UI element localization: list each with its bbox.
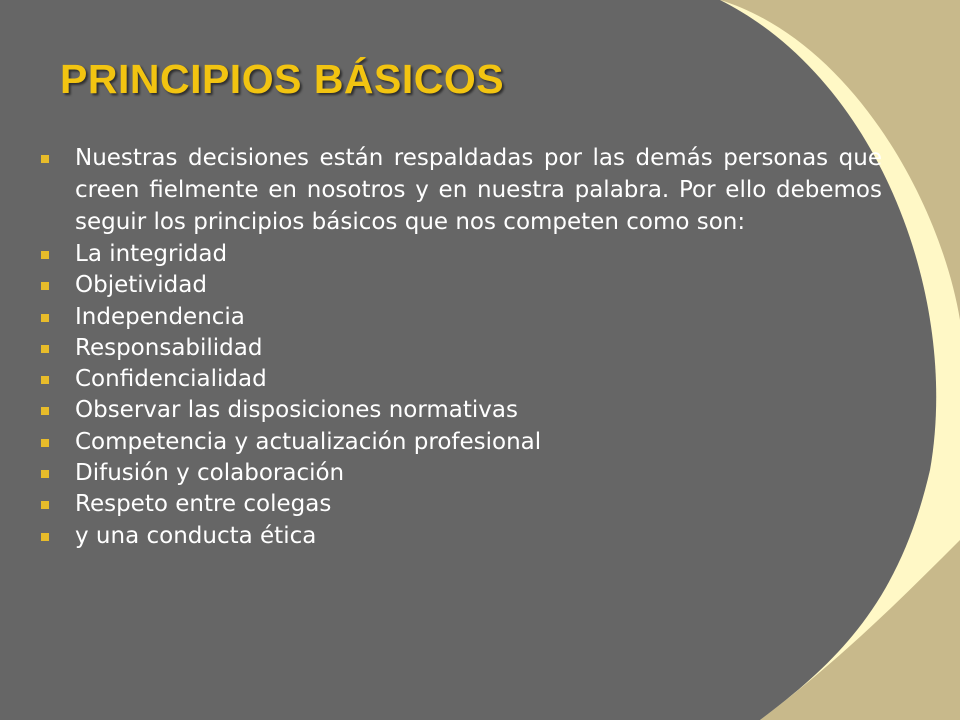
- list-item-text: Competencia y actualización profesional: [75, 428, 542, 455]
- list-item: [38, 521, 882, 552]
- list-item-text: Responsabilidad: [75, 334, 263, 361]
- list-item: [38, 302, 882, 333]
- slide-title: PRINCIPIOS BÁSICOS: [60, 56, 505, 102]
- list-item: [38, 364, 882, 395]
- square-bullet-icon: [41, 376, 49, 384]
- intro-text: Nuestras decisiones están respaldadas por las demás personas que creen fielmente en nosotros y en nuestra palabra. Por ello debemos seguir los principios básicos que nos competen como son:: [75, 145, 882, 235]
- list-item-text: Independencia: [75, 303, 245, 330]
- square-bullet-icon: [41, 470, 49, 478]
- square-bullet-icon: [41, 439, 49, 447]
- list-item-text: Respeto entre colegas: [75, 491, 332, 518]
- list-item: [38, 333, 882, 364]
- list-item: [38, 427, 882, 458]
- square-bullet-icon: [41, 345, 49, 353]
- list-item: [38, 270, 882, 301]
- square-bullet-icon: [41, 155, 49, 163]
- square-bullet-icon: [41, 533, 49, 541]
- list-item-text: Observar las disposiciones normativas: [75, 397, 518, 424]
- list-item: [38, 458, 882, 489]
- list-item: [38, 489, 882, 520]
- list-item-intro: [38, 142, 882, 238]
- list-item: [38, 239, 882, 270]
- square-bullet-icon: [41, 407, 49, 415]
- list-item: [38, 395, 882, 426]
- list-item-text: Confidencialidad: [75, 366, 267, 393]
- square-bullet-icon: [41, 282, 49, 290]
- square-bullet-icon: [41, 251, 49, 259]
- square-bullet-icon: [41, 314, 49, 322]
- bullet-list: [38, 142, 882, 552]
- list-item-text: y una conducta ética: [75, 522, 317, 549]
- list-item-text: La integridad: [75, 241, 228, 267]
- list-item-text: Objetividad: [75, 272, 207, 299]
- square-bullet-icon: [41, 501, 49, 509]
- list-item-text: Difusión y colaboración: [75, 460, 345, 487]
